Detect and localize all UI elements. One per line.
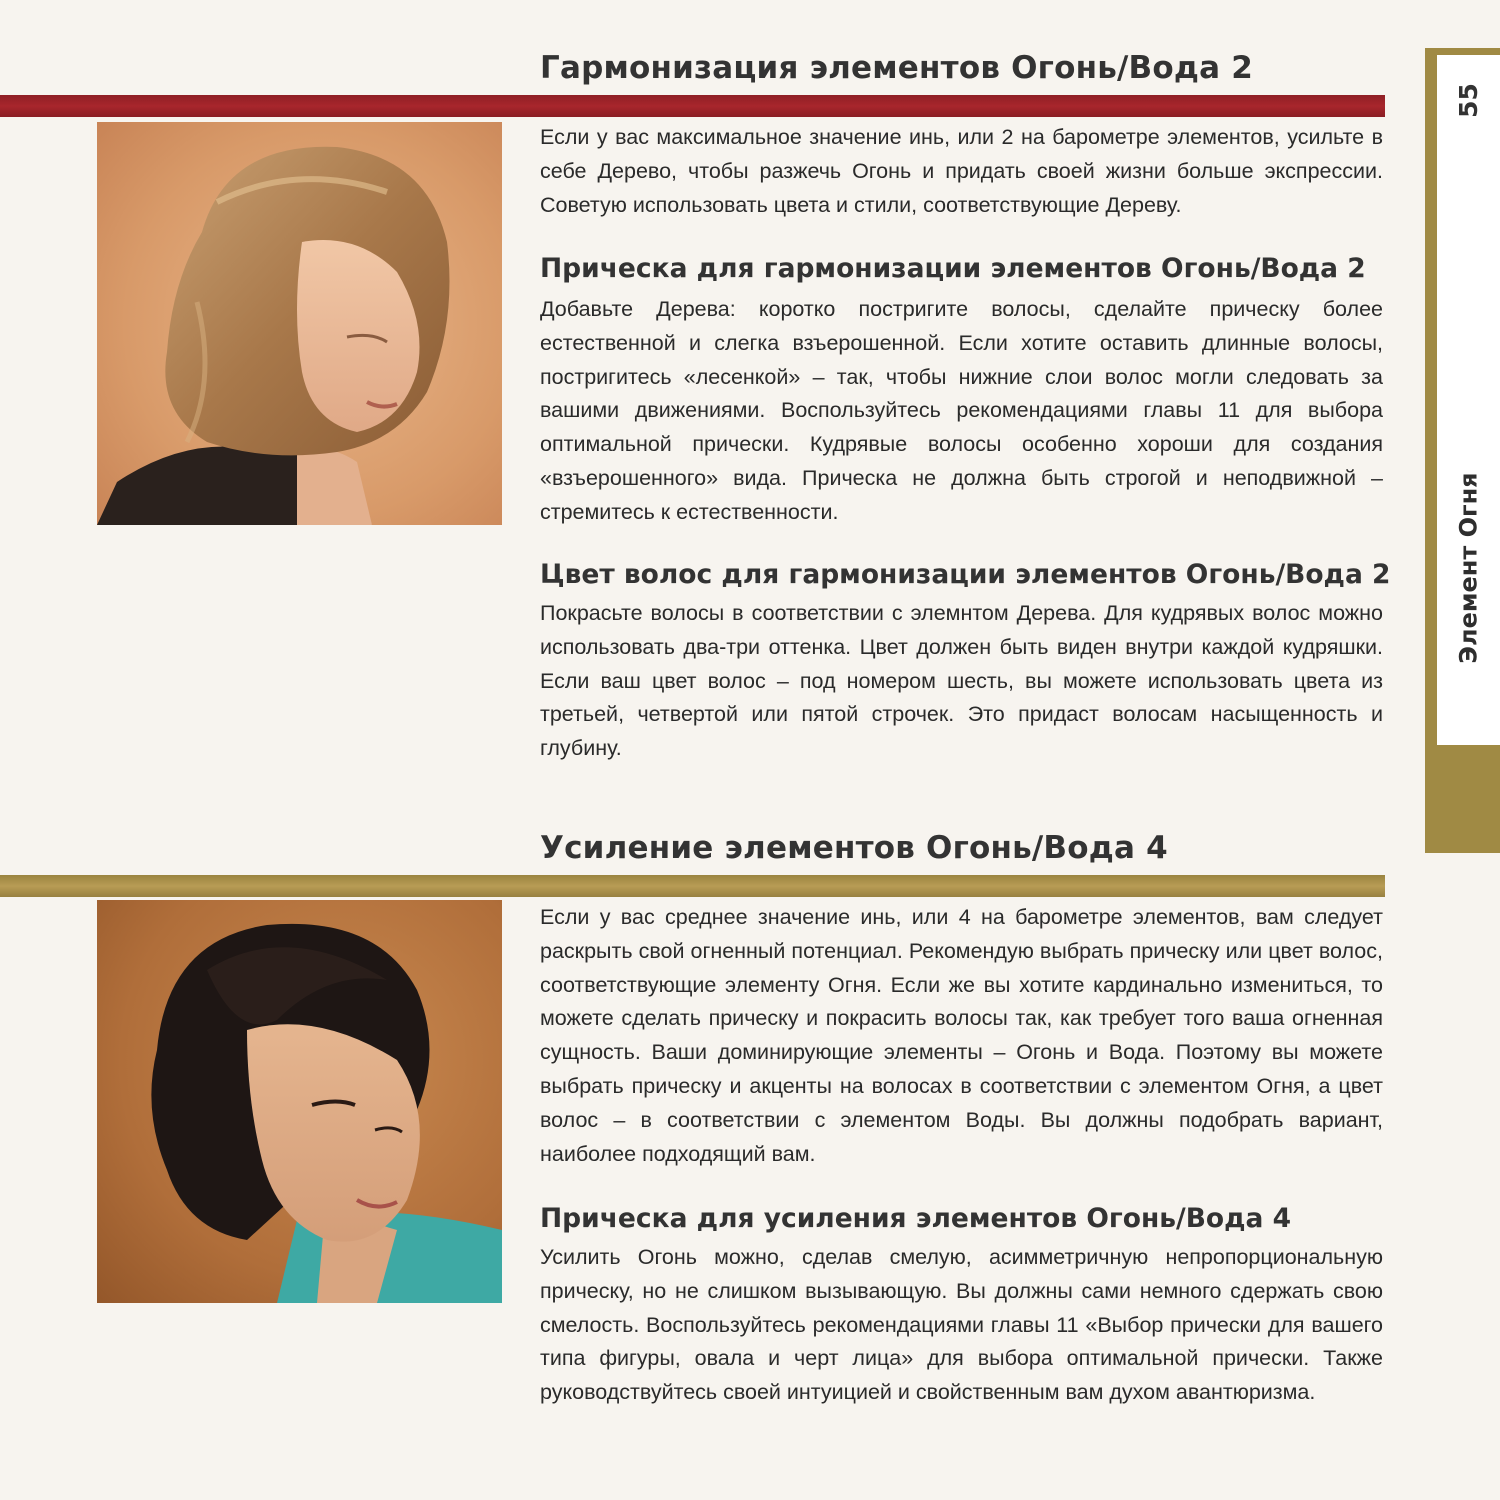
section-divider-red [0, 95, 1385, 117]
photo-blonde-woman [97, 122, 502, 525]
chapter-label-text: Элемент Огня [1454, 472, 1483, 664]
page-number [1437, 78, 1500, 123]
section2-intro: Если у вас среднее значение инь, или 4 на барометре элементов, вам следует раскрыть свой огненный потенциал. Рекомендую выбрать прическу или цвет волос, соответствующие элементу Огня. Если же вы хотите кардинально измениться, то можете сделать прическу и покрасить волосы так, как требует того ваша огненная сущность. Ваши доминирующие элементы – Огонь и Вода. Поэтому вы можете выбрать прическу и акценты на волосах в соответствии с элементом Огня, а цвет волос – в соответствии с элементом Воды. Вы должны подобрать вариант, наиболее подходящий вам. [540, 905, 1383, 1166]
section-title-harmonization: Гармонизация элементов Огонь/Вода 2 [540, 50, 1253, 86]
section2-haircut-heading: Прическа для усиления элементов Огонь/Вода 4 [540, 1203, 1292, 1234]
chapter-label [1437, 458, 1500, 678]
section1-haircut-text: Добавьте Дерева: коротко постригите волосы, сделайте прическу более естественной и слегка взъерошенной. Если хотите оставить длинные волосы, постригитесь «лесенкой» – так, чтобы нижние слои волос могли следовать за вашими движениями. Воспользуйтесь рекомендациями главы 11 для выбора оптимальной прически. Кудрявые волосы особенно хороши для создания «взъерошенного» вида. Прическа не должна быть строгой и неподвижной – стремитесь к естественности. [540, 297, 1383, 524]
section2-haircut-text: Усилить Огонь можно, сделав смелую, асимметричную непропорциональную прическу, но не слишком вызывающую. Вы должны сами немного сдержать свою смелость. Воспользуйтесь рекомендациями главы 11 «Выбор прически для вашего типа фигуры, овала и черт лица» для выбора оптимальной прически. Также руководствуйтесь своей интуицией и свойственным вам духом авантюризма. [540, 1245, 1383, 1405]
section1-intro: Если у вас максимальное значение инь, или 2 на барометре элементов, усильте в себе Дерево, чтобы разжечь Огонь и придать своей жизни больше экспрессии. Советую использовать цвета и стили, соответствующие Дереву. [540, 125, 1383, 217]
page-number-text: 55 [1453, 83, 1483, 118]
section1-haircut-heading: Прическа для гармонизации элементов Огонь/Вода 2 [540, 253, 1366, 284]
section1-color-text: Покрасьте волосы в соответствии с элемнтом Дерева. Для кудрявых волос можно использовать два-три оттенка. Цвет должен быть виден внутри каждой кудряшки. Если ваш цвет волос – под номером шесть, вы можете использовать цвета из третьей, четвертой или пятой строчек. Это придаст волосам насыщенность и глубину. [540, 601, 1383, 761]
photo-dark-haired-woman [97, 900, 502, 1303]
section1-color-heading: Цвет волос для гармонизации элементов Огонь/Вода 2 [540, 559, 1391, 590]
section-divider-gold [0, 875, 1385, 897]
section-title-strengthening: Усиление элементов Огонь/Вода 4 [540, 830, 1168, 866]
